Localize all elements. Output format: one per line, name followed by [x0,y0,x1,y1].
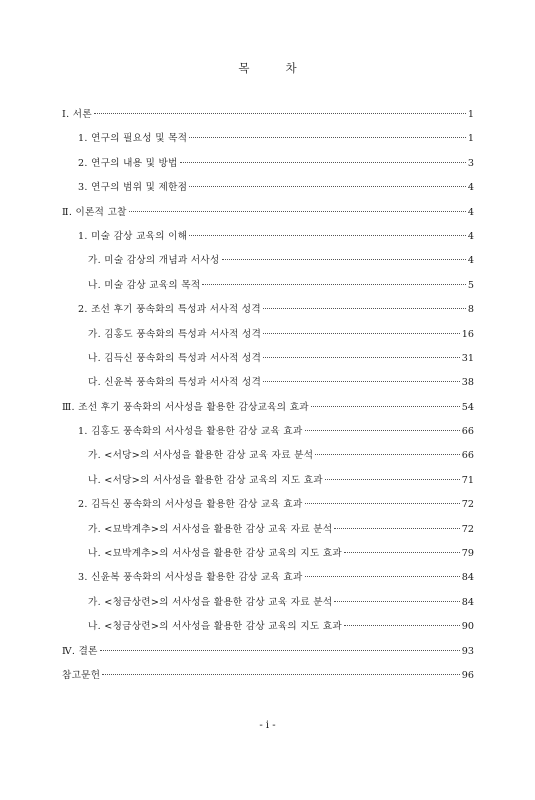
page-title-first-char: 목 [238,61,250,75]
toc-entry-page-number: 4 [467,182,474,194]
toc-entry-label: 다. 신윤복 풍속화의 특성과 서사적 성격 [88,377,262,389]
toc-entry-label: 가. <서당>의 서사성을 활용한 감상 교육 자료 분석 [88,450,314,462]
toc-entry [62,591,474,615]
toc-entry [62,274,474,298]
toc-entry-page-number: 93 [461,645,474,657]
toc-entry-label: 가. 미술 감상의 개념과 서사성 [88,255,220,267]
toc-entry-page-number: 90 [461,621,474,633]
toc-entry-page-number: 3 [467,157,474,169]
toc-dot-leader [334,601,459,602]
toc-entry-label: 가. <묘박계추>의 서사성을 활용한 감상 교육 자료 분석 [88,523,333,535]
toc-entry [62,420,474,444]
toc-entry-label: 가. 김홍도 풍속화의 특성과 서사적 성격 [88,328,262,340]
toc-dot-leader [334,528,459,529]
toc-entry [62,152,474,176]
table-of-contents [62,103,474,688]
toc-entry-label: 나. 미술 감상 교육의 목적 [88,279,201,291]
toc-entry-page-number: 4 [467,206,474,218]
toc-entry [62,493,474,517]
toc-dot-leader [189,235,466,236]
toc-entry [62,396,474,420]
toc-entry-label: 3. 신윤복 풍속화의 서사성을 활용한 감상 교육 효과 [78,572,303,584]
toc-entry-page-number: 5 [467,279,474,291]
toc-dot-leader [189,186,466,187]
toc-entry-label: 가. <청금상련>의 서사성을 활용한 감상 교육 자료 분석 [88,596,333,608]
toc-entry-page-number: 71 [461,474,474,486]
toc-dot-leader [305,503,460,504]
toc-entry-page-number: 84 [461,596,474,608]
toc-entry [62,103,474,127]
toc-entry-label: Ⅳ. 결론 [62,645,98,657]
toc-entry-label: 1. 연구의 필요성 및 목적 [78,133,188,145]
toc-entry [62,249,474,273]
toc-entry [62,542,474,566]
toc-entry [62,469,474,493]
toc-entry [62,347,474,371]
toc-entry-label: 1. 김홍도 풍속화의 서사성을 활용한 감상 교육 효과 [78,426,303,438]
toc-entry-label: 2. 연구의 내용 및 방법 [78,157,178,169]
toc-dot-leader [311,406,460,407]
toc-dot-leader [263,308,466,309]
toc-dot-leader [222,259,466,260]
toc-entry [62,444,474,468]
toc-entry-page-number: 72 [461,523,474,535]
toc-dot-leader [189,137,466,138]
toc-entry-label: 나. <서당>의 서사성을 활용한 감상 교육의 지도 효과 [88,474,323,486]
toc-dot-leader [94,113,466,114]
toc-dot-leader [202,284,465,285]
toc-dot-leader [100,650,460,651]
toc-entry [62,176,474,200]
toc-entry [62,664,474,688]
page-title [0,60,535,76]
toc-entry-page-number: 96 [461,669,474,681]
page-title-second-char: 차 [285,61,297,75]
toc-dot-leader [263,381,460,382]
toc-entry-page-number: 84 [461,572,474,584]
toc-dot-leader [129,211,466,212]
toc-dot-leader [325,479,460,480]
toc-entry-page-number: 16 [461,328,474,340]
toc-entry-label: 3. 연구의 범위 및 제한점 [78,182,188,194]
toc-dot-leader [315,454,460,455]
toc-entry [62,323,474,347]
toc-entry-label: 1. 미술 감상 교육의 이해 [78,230,188,242]
toc-entry [62,127,474,151]
toc-entry-label: 나. <묘박계추>의 서사성을 활용한 감상 교육의 지도 효과 [88,548,342,560]
toc-entry [62,298,474,322]
toc-dot-leader [305,430,460,431]
toc-dot-leader [180,162,466,163]
toc-entry-label: Ⅲ. 조선 후기 풍속화의 서사성을 활용한 감상교육의 효과 [62,401,309,413]
toc-entry-page-number: 1 [467,109,474,120]
toc-entry-label: 나. <청금상련>의 서사성을 활용한 감상 교육의 지도 효과 [88,621,342,633]
toc-entry-page-number: 1 [467,133,474,145]
page-number: - i - [259,720,276,731]
toc-entry-page-number: 54 [461,401,474,413]
toc-entry [62,615,474,639]
toc-entry-page-number: 38 [461,377,474,389]
toc-entry [62,566,474,590]
toc-entry-page-number: 31 [461,352,474,364]
toc-entry-page-number: 4 [467,255,474,267]
toc-entry-label: 나. 김득신 풍속화의 특성과 서사적 성격 [88,352,262,364]
toc-dot-leader [344,625,460,626]
toc-entry [62,201,474,225]
toc-entry-label: 참고문헌 [62,669,101,681]
toc-entry-page-number: 8 [467,304,474,316]
toc-entry-page-number: 4 [467,230,474,242]
toc-entry-label: 2. 조선 후기 풍속화의 특성과 서사적 성격 [78,304,261,316]
toc-dot-leader [263,333,460,334]
toc-entry-page-number: 79 [461,548,474,560]
toc-entry [62,371,474,395]
toc-entry-page-number: 66 [461,450,474,462]
toc-dot-leader [305,576,460,577]
toc-entry-page-number: 72 [461,499,474,511]
toc-entry-label: Ⅱ. 이론적 고찰 [62,206,127,218]
toc-dot-leader [344,552,460,553]
toc-entry [62,640,474,664]
toc-entry-label: Ⅰ. 서론 [62,109,92,120]
toc-entry [62,225,474,249]
toc-entry-label: 2. 김득신 풍속화의 서사성을 활용한 감상 교육 효과 [78,499,303,511]
toc-dot-leader [102,674,460,675]
toc-entry-page-number: 66 [461,426,474,438]
toc-dot-leader [263,357,460,358]
toc-entry [62,518,474,542]
